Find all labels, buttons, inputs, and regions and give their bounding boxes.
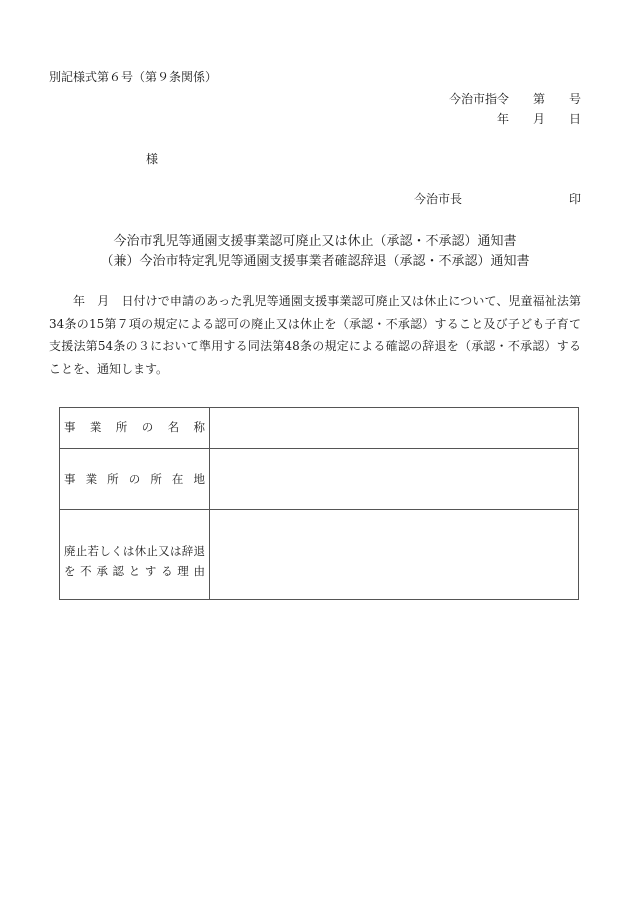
seal-mark: 印 — [569, 192, 582, 206]
label-cell — [60, 510, 210, 599]
label-text: 事業所の所在地 — [64, 472, 205, 486]
issuer-name: 今治市長 — [414, 192, 463, 206]
label-text: 廃止若しくは休止又は辞退 — [64, 544, 205, 558]
document-title-line-1: 今治市乳児等通園支援事業認可廃止又は休止（承認・不承認）通知書 — [113, 234, 517, 249]
label-text: 事業所の名称 — [64, 420, 205, 434]
label-cell — [60, 408, 210, 448]
issue-date: 年 月 日 — [496, 112, 581, 126]
form-number: 別記様式第６号（第９条関係） — [49, 70, 218, 84]
value-cell[interactable] — [210, 510, 578, 599]
label-text: を不承認とする理由 — [64, 564, 205, 578]
designation-number: 今治市指令 第 号 — [448, 92, 581, 106]
table-row-facility-name — [60, 408, 578, 449]
table-row-rejection-reason — [60, 510, 578, 599]
table-row-facility-address — [60, 449, 578, 510]
facility-table — [59, 407, 579, 600]
value-cell[interactable] — [210, 449, 578, 509]
notice-body: 年 月 日付けで申請のあった乳児等通園支援事業認可廃止又は休止について、児童福祉法第34条の15第７項の規定による認可の廃止又は休止を（承認・不承認）すること及び子ども子育て支援法第54条の３において準用する同法第48条の規定による確認の辞退を（承認・不承認）することを、通知します。 — [49, 294, 581, 376]
label-cell — [60, 449, 210, 509]
document-title-line-2: （兼）今治市特定乳児等通園支援事業者確認辞退（承認・不承認）通知書 — [100, 254, 530, 269]
value-cell[interactable] — [210, 408, 578, 448]
addressee-suffix: 様 — [146, 152, 159, 166]
